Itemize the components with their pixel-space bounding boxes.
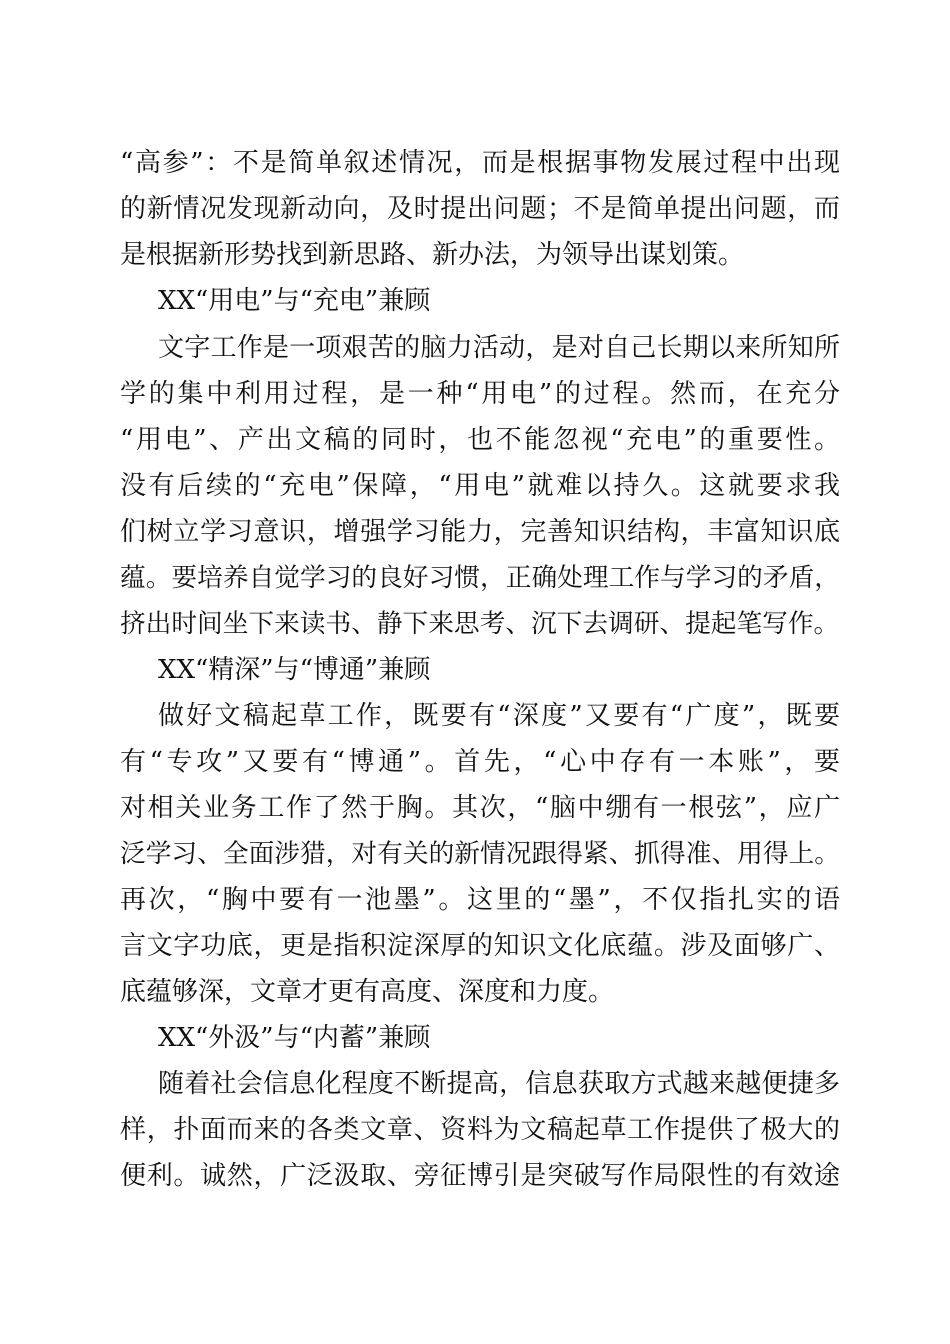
section-heading: XX“精深”与“博通”兼顾: [158, 655, 431, 685]
paragraph-line: 底蕴够深，文章才更有高度、深度和力度。: [120, 977, 615, 1007]
paragraph-line: 有“专攻”又要有“博通”。首先，“心中存有一本账”，要: [120, 747, 840, 777]
paragraph-line: 文字工作是一项艰苦的脑力活动，是对自己长期以来所知所: [158, 333, 840, 363]
paragraph-line: 随着社会信息化程度不断提高，信息获取方式越来越便捷多: [158, 1069, 840, 1099]
section-heading: XX“外汲”与“内蓄”兼顾: [158, 1023, 431, 1053]
paragraph-line: “用电”、产出文稿的同时，也不能忽视“充电”的重要性。: [120, 425, 840, 455]
paragraph-line: 蕴。要培养自觉学习的良好习惯，正确处理工作与学习的矛盾，: [120, 563, 840, 593]
paragraph-line: 挤出时间坐下来读书、静下来思考、沉下去调研、提起笔写作。: [120, 609, 840, 639]
section-heading: XX“用电”与“充电”兼顾: [158, 286, 431, 316]
paragraph-line: 再次，“胸中要有一池墨”。这里的“墨”，不仅指扎实的语: [120, 885, 840, 915]
paragraph-line: 样，扑面而来的各类文章、资料为文稿起草工作提供了极大的: [120, 1115, 840, 1145]
paragraph-line: 做好文稿起草工作，既要有“深度”又要有“广度”，既要: [158, 701, 840, 731]
paragraph-line: “高参”：不是简单叙述情况，而是根据事物发展过程中出现: [120, 148, 840, 178]
paragraph-line: 是根据新形势找到新思路、新办法，为领导出谋划策。: [120, 240, 745, 270]
paragraph-line: 的新情况发现新动向，及时提出问题；不是简单提出问题，而: [120, 194, 840, 224]
paragraph-line: 对相关业务工作了然于胸。其次，“脑中绷有一根弦”，应广: [120, 793, 840, 823]
paragraph-line: 便利。诚然，广泛汲取、旁征博引是突破写作局限性的有效途: [120, 1161, 840, 1191]
paragraph-line: 泛学习、全面涉猎，对有关的新情况跟得紧、抓得准、用得上。: [120, 839, 840, 869]
paragraph-line: 们树立学习意识，增强学习能力，完善知识结构，丰富知识底: [120, 517, 840, 547]
paragraph-line: 没有后续的“充电”保障，“用电”就难以持久。这就要求我: [120, 471, 840, 501]
paragraph-line: 学的集中利用过程，是一种“用电”的过程。然而，在充分: [120, 379, 840, 409]
paragraph-line: 言文字功底，更是指积淀深厚的知识文化底蕴。涉及面够广、: [120, 931, 840, 961]
